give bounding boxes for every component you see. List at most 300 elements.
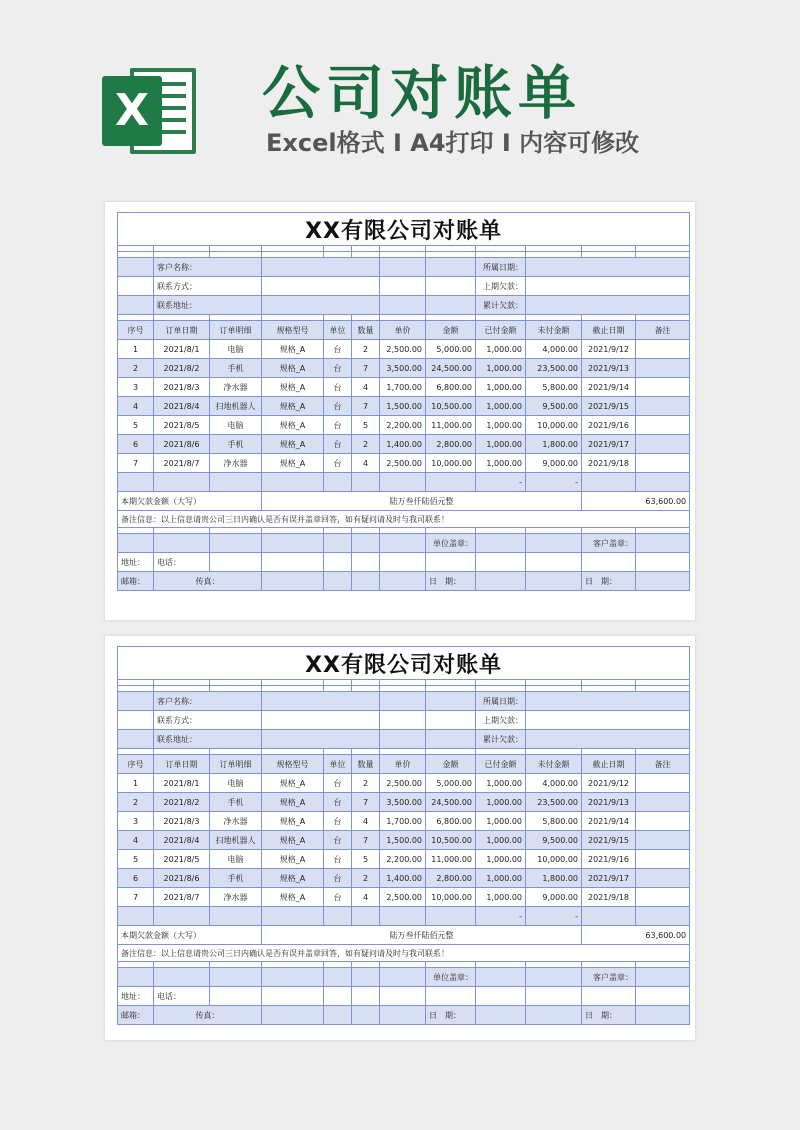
empty-cell [118, 711, 154, 730]
empty-cell [476, 572, 526, 591]
table-cell: 6 [118, 869, 154, 888]
total-owed-value [526, 730, 690, 749]
table-cell: 2021/9/14 [582, 812, 636, 831]
empty-cell [154, 534, 210, 553]
table-cell: 7 [352, 359, 380, 378]
table-cell: 1 [118, 774, 154, 793]
table-cell: 24,500.00 [426, 793, 476, 812]
prev-owed-value [526, 711, 690, 730]
period-label: 所属日期： [476, 258, 526, 277]
excel-logo-letter: X [102, 76, 162, 146]
table-cell: 2 [352, 869, 380, 888]
empty-cell [426, 473, 476, 492]
contact-label: 联系方式： [154, 277, 262, 296]
table-cell: 1,000.00 [476, 812, 526, 831]
table-cell [636, 359, 690, 378]
empty-cell [118, 692, 154, 711]
table-cell: 台 [324, 397, 352, 416]
table-cell: 2021/8/3 [154, 812, 210, 831]
table-cell [636, 888, 690, 907]
empty-cell [352, 553, 380, 572]
empty-cell [324, 1006, 352, 1025]
empty-cell [118, 534, 154, 553]
unit-seal-label: 单位盖章： [426, 968, 476, 987]
empty-cell [210, 907, 262, 926]
table-cell: 手机 [210, 793, 262, 812]
empty-cell [118, 473, 154, 492]
empty-cell [526, 987, 582, 1006]
table-cell [636, 831, 690, 850]
table-cell: 4 [118, 397, 154, 416]
fax-label: 传真： [154, 572, 262, 591]
empty-cell [380, 473, 426, 492]
table-cell: 1,000.00 [476, 774, 526, 793]
table-cell: 5,000.00 [426, 774, 476, 793]
table-cell: 1,800.00 [526, 435, 582, 454]
table-cell: 2021/8/3 [154, 378, 210, 397]
table-cell: 2021/9/18 [582, 888, 636, 907]
table-cell: 9,500.00 [526, 397, 582, 416]
empty-cell [262, 907, 324, 926]
column-header: 未付金额 [526, 321, 582, 340]
table-cell: 2021/8/5 [154, 416, 210, 435]
address-value [262, 296, 380, 315]
table-cell: 10,000.00 [526, 416, 582, 435]
empty-cell [352, 1006, 380, 1025]
empty-cell [426, 277, 476, 296]
column-header: 备注 [636, 321, 690, 340]
table-cell: 2021/9/12 [582, 774, 636, 793]
table-cell: 10,000.00 [526, 850, 582, 869]
table-cell: 1,800.00 [526, 869, 582, 888]
empty-cell [526, 968, 582, 987]
empty-cell [526, 572, 582, 591]
empty-cell [636, 968, 690, 987]
table-cell: 1,000.00 [476, 454, 526, 473]
email-label: 邮箱： [118, 572, 154, 591]
empty-cell [380, 968, 426, 987]
table-cell: 5,800.00 [526, 812, 582, 831]
empty-cell [380, 907, 426, 926]
table-cell: 规格_A [262, 359, 324, 378]
empty-cell [636, 987, 690, 1006]
table-cell: 11,000.00 [426, 416, 476, 435]
table-cell: 电脑 [210, 774, 262, 793]
empty-cell [210, 987, 262, 1006]
empty-cell [380, 534, 426, 553]
empty-cell [380, 572, 426, 591]
table-cell [636, 416, 690, 435]
total-amount: 63,600.00 [582, 492, 690, 511]
table-cell: 4,000.00 [526, 774, 582, 793]
table-cell: 净水器 [210, 454, 262, 473]
table-cell: 电脑 [210, 850, 262, 869]
empty-cell [352, 907, 380, 926]
empty-cell [262, 987, 324, 1006]
empty-cell [352, 572, 380, 591]
empty-cell [118, 907, 154, 926]
statement-sheet-2 [105, 636, 695, 1040]
empty-cell [636, 553, 690, 572]
table-cell: 5,800.00 [526, 378, 582, 397]
empty-cell [636, 473, 690, 492]
unpaid-dash: - [526, 907, 582, 926]
empty-cell [426, 692, 476, 711]
empty-cell [154, 907, 210, 926]
column-header: 规格型号 [262, 755, 324, 774]
table-cell: 2021/9/15 [582, 831, 636, 850]
table-cell: 5 [118, 416, 154, 435]
empty-cell [476, 553, 526, 572]
table-cell: 1,000.00 [476, 435, 526, 454]
table-cell: 1,400.00 [380, 869, 426, 888]
empty-cell [380, 1006, 426, 1025]
customer-name-value [262, 258, 380, 277]
empty-cell [324, 553, 352, 572]
empty-cell [636, 572, 690, 591]
empty-cell [324, 473, 352, 492]
hero-subtitle: Excel格式 I A4打印 I 内容可修改 [266, 129, 640, 157]
table-cell: 2 [118, 359, 154, 378]
empty-cell [118, 296, 154, 315]
note-text: 备注信息：以上信息请贵公司三日内确认是否有误并盖章回答，如有疑问请及时与我司联系！ [118, 945, 690, 962]
table-cell: 3,500.00 [380, 793, 426, 812]
empty-cell [636, 907, 690, 926]
table-cell: 2021/9/16 [582, 850, 636, 869]
unit-seal-label: 单位盖章： [426, 534, 476, 553]
table-cell: 规格_A [262, 454, 324, 473]
fax-label: 传真： [154, 1006, 262, 1025]
contact-value [262, 711, 380, 730]
phone-label: 电话： [154, 553, 210, 572]
column-header: 已付金额 [476, 755, 526, 774]
table-cell: 1,400.00 [380, 435, 426, 454]
table-cell: 7 [118, 454, 154, 473]
table-cell: 1,500.00 [380, 831, 426, 850]
empty-cell [324, 968, 352, 987]
contact-label: 联系方式： [154, 711, 262, 730]
table-cell: 9,000.00 [526, 888, 582, 907]
table-cell: 规格_A [262, 869, 324, 888]
empty-cell [426, 553, 476, 572]
empty-cell [526, 534, 582, 553]
table-cell: 1,000.00 [476, 888, 526, 907]
table-cell: 2021/8/7 [154, 454, 210, 473]
table-cell: 4 [352, 812, 380, 831]
empty-cell [426, 258, 476, 277]
total-amount: 63,600.00 [582, 926, 690, 945]
total-owed-label: 累计欠款： [476, 296, 526, 315]
total-label: 本期欠款金额（大写） [118, 492, 262, 511]
table-cell: 11,000.00 [426, 850, 476, 869]
table-cell: 2,500.00 [380, 888, 426, 907]
column-header: 数量 [352, 755, 380, 774]
empty-cell [352, 473, 380, 492]
empty-cell [582, 987, 636, 1006]
table-cell: 净水器 [210, 378, 262, 397]
date-label: 日 期： [582, 1006, 636, 1025]
table-cell: 2021/8/6 [154, 869, 210, 888]
table-cell: 2021/8/2 [154, 793, 210, 812]
total-owed-value [526, 296, 690, 315]
table-cell: 规格_A [262, 793, 324, 812]
empty-cell [426, 987, 476, 1006]
table-cell: 2,500.00 [380, 454, 426, 473]
table-cell: 1,000.00 [476, 397, 526, 416]
note-text: 备注信息：以上信息请贵公司三日内确认是否有误并盖章回答，如有疑问请及时与我司联系！ [118, 511, 690, 528]
table-cell: 2,800.00 [426, 869, 476, 888]
empty-cell [210, 473, 262, 492]
sheet-title: XX有限公司对账单 [118, 213, 690, 246]
column-header: 未付金额 [526, 755, 582, 774]
table-cell: 台 [324, 888, 352, 907]
table-cell: 1,000.00 [476, 793, 526, 812]
email-label: 邮箱： [118, 1006, 154, 1025]
phone-label: 电话： [154, 987, 210, 1006]
table-cell: 1,500.00 [380, 397, 426, 416]
empty-cell [526, 553, 582, 572]
excel-logo-icon [102, 60, 198, 160]
table-cell: 2 [352, 340, 380, 359]
empty-cell [352, 987, 380, 1006]
table-cell: 2021/9/12 [582, 340, 636, 359]
table-cell: 台 [324, 850, 352, 869]
table-cell: 1 [118, 340, 154, 359]
table-cell [636, 454, 690, 473]
table-cell: 1,000.00 [476, 869, 526, 888]
column-header: 备注 [636, 755, 690, 774]
table-cell: 规格_A [262, 435, 324, 454]
table-cell: 2 [352, 774, 380, 793]
table-cell [636, 378, 690, 397]
empty-cell [262, 572, 324, 591]
table-cell: 规格_A [262, 888, 324, 907]
customer-name-value [262, 692, 380, 711]
table-cell: 1,000.00 [476, 416, 526, 435]
table-cell: 2,200.00 [380, 850, 426, 869]
table-cell: 2021/8/5 [154, 850, 210, 869]
date-label: 日 期： [426, 1006, 476, 1025]
table-cell: 1,700.00 [380, 378, 426, 397]
table-cell: 7 [352, 793, 380, 812]
column-header: 截止日期 [582, 755, 636, 774]
column-header: 规格型号 [262, 321, 324, 340]
column-header: 截止日期 [582, 321, 636, 340]
table-cell [636, 774, 690, 793]
table-cell: 1,000.00 [476, 831, 526, 850]
table-cell: 4 [352, 378, 380, 397]
table-cell: 10,500.00 [426, 397, 476, 416]
customer-name-label: 客户名称： [154, 258, 262, 277]
table-cell: 3 [118, 812, 154, 831]
table-cell: 2021/9/15 [582, 397, 636, 416]
table-cell: 24,500.00 [426, 359, 476, 378]
empty-cell [476, 534, 526, 553]
hero-banner [0, 0, 800, 200]
empty-cell [582, 907, 636, 926]
table-cell [636, 340, 690, 359]
table-cell: 2021/8/1 [154, 340, 210, 359]
empty-cell [262, 473, 324, 492]
table-cell: 5 [352, 416, 380, 435]
empty-cell [324, 907, 352, 926]
table-cell: 9,500.00 [526, 831, 582, 850]
table-cell: 10,000.00 [426, 888, 476, 907]
table-cell: 台 [324, 378, 352, 397]
table-cell: 台 [324, 359, 352, 378]
table-cell: 7 [118, 888, 154, 907]
table-cell: 23,500.00 [526, 793, 582, 812]
empty-cell [210, 968, 262, 987]
period-value [526, 258, 690, 277]
customer-seal-label: 客户盖章： [582, 968, 636, 987]
empty-cell [380, 553, 426, 572]
empty-cell [582, 553, 636, 572]
table-cell: 7 [352, 831, 380, 850]
empty-cell [582, 473, 636, 492]
table-cell [636, 850, 690, 869]
empty-cell [426, 296, 476, 315]
empty-cell [526, 1006, 582, 1025]
table-cell: 3 [118, 378, 154, 397]
empty-cell [352, 534, 380, 553]
empty-cell [380, 277, 426, 296]
table-cell: 1,000.00 [476, 850, 526, 869]
empty-cell [476, 987, 526, 1006]
table-cell: 电脑 [210, 340, 262, 359]
table-cell: 2021/8/4 [154, 397, 210, 416]
prev-owed-label: 上期欠款： [476, 711, 526, 730]
sheet-title: XX有限公司对账单 [118, 647, 690, 680]
table-cell: 2 [118, 793, 154, 812]
table-cell: 台 [324, 774, 352, 793]
table-cell: 5 [352, 850, 380, 869]
column-header: 数量 [352, 321, 380, 340]
table-cell: 规格_A [262, 416, 324, 435]
empty-cell [380, 692, 426, 711]
table-cell: 23,500.00 [526, 359, 582, 378]
table-cell: 台 [324, 435, 352, 454]
table-cell [636, 397, 690, 416]
total-owed-label: 累计欠款： [476, 730, 526, 749]
empty-cell [154, 968, 210, 987]
table-cell: 台 [324, 340, 352, 359]
empty-cell [210, 534, 262, 553]
empty-cell [636, 1006, 690, 1025]
table-cell [636, 869, 690, 888]
table-cell: 2021/8/6 [154, 435, 210, 454]
prev-owed-label: 上期欠款： [476, 277, 526, 296]
empty-cell [636, 534, 690, 553]
empty-cell [380, 711, 426, 730]
table-cell: 扫地机器人 [210, 397, 262, 416]
date-label: 日 期： [582, 572, 636, 591]
table-cell: 电脑 [210, 416, 262, 435]
column-header: 序号 [118, 321, 154, 340]
table-cell: 1,000.00 [476, 340, 526, 359]
table-cell: 规格_A [262, 397, 324, 416]
table-cell: 规格_A [262, 340, 324, 359]
table-cell: 4 [352, 454, 380, 473]
period-value [526, 692, 690, 711]
column-header: 单价 [380, 755, 426, 774]
empty-cell [324, 534, 352, 553]
empty-cell [118, 730, 154, 749]
table-cell: 9,000.00 [526, 454, 582, 473]
empty-cell [262, 968, 324, 987]
table-cell: 手机 [210, 359, 262, 378]
column-header: 金额 [426, 321, 476, 340]
paid-dash: - [476, 473, 526, 492]
table-cell: 扫地机器人 [210, 831, 262, 850]
empty-cell [476, 1006, 526, 1025]
table-cell: 规格_A [262, 812, 324, 831]
table-cell: 手机 [210, 869, 262, 888]
table-cell: 2021/8/1 [154, 774, 210, 793]
table-cell [636, 793, 690, 812]
table-cell: 台 [324, 793, 352, 812]
address-value [262, 730, 380, 749]
empty-cell [118, 258, 154, 277]
table-cell: 规格_A [262, 850, 324, 869]
address-label: 联系地址： [154, 296, 262, 315]
table-cell: 2021/8/2 [154, 359, 210, 378]
table-cell: 手机 [210, 435, 262, 454]
table-cell: 台 [324, 812, 352, 831]
table-cell: 净水器 [210, 888, 262, 907]
table-cell: 台 [324, 831, 352, 850]
table-cell: 2021/8/7 [154, 888, 210, 907]
empty-cell [118, 968, 154, 987]
total-words: 陆万叁仟陆佰元整 [262, 492, 582, 511]
table-cell: 6,800.00 [426, 812, 476, 831]
statement-sheet-1 [105, 202, 695, 620]
hero-title: 公司对账单 [262, 59, 583, 127]
table-cell: 2021/9/14 [582, 378, 636, 397]
contact-value [262, 277, 380, 296]
empty-cell [324, 987, 352, 1006]
empty-cell [380, 258, 426, 277]
table-cell: 1,000.00 [476, 378, 526, 397]
total-label: 本期欠款金额（大写） [118, 926, 262, 945]
prev-owed-value [526, 277, 690, 296]
table-cell: 10,500.00 [426, 831, 476, 850]
empty-cell [380, 730, 426, 749]
table-cell: 台 [324, 416, 352, 435]
empty-cell [262, 553, 324, 572]
period-label: 所属日期： [476, 692, 526, 711]
empty-cell [380, 296, 426, 315]
table-cell: 5 [118, 850, 154, 869]
table-cell: 6 [118, 435, 154, 454]
customer-name-label: 客户名称： [154, 692, 262, 711]
table-cell: 2021/9/13 [582, 793, 636, 812]
column-header: 订单日期 [154, 755, 210, 774]
table-cell: 规格_A [262, 831, 324, 850]
table-cell [636, 435, 690, 454]
table-cell: 台 [324, 869, 352, 888]
table-cell: 2,800.00 [426, 435, 476, 454]
empty-cell [154, 473, 210, 492]
column-header: 订单明细 [210, 321, 262, 340]
customer-seal-label: 客户盖章： [582, 534, 636, 553]
table-cell: 4 [352, 888, 380, 907]
unpaid-dash: - [526, 473, 582, 492]
table-cell: 2021/9/17 [582, 869, 636, 888]
column-header: 单位 [324, 321, 352, 340]
table-cell: 2021/9/16 [582, 416, 636, 435]
empty-cell [352, 968, 380, 987]
